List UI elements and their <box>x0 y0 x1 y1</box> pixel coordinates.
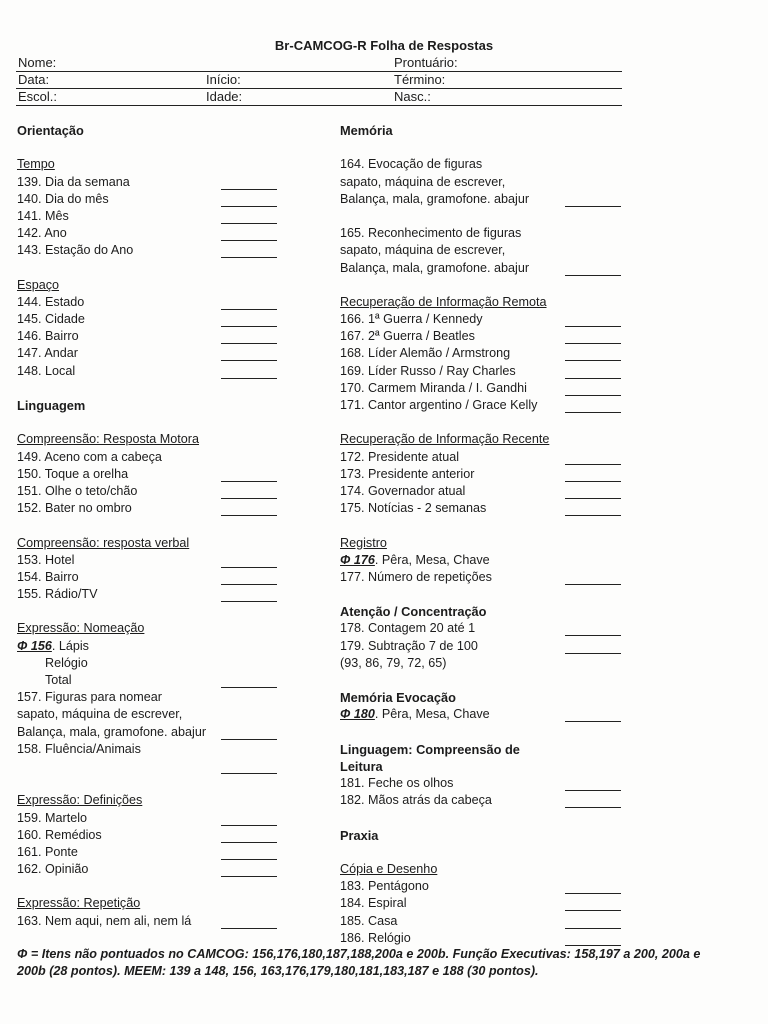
answer-line[interactable] <box>565 326 621 327</box>
subsection-heading-text: Compreensão: Resposta Motora <box>17 432 200 447</box>
answer-line[interactable] <box>565 275 621 276</box>
subsection-heading-text: Expressão: Repetição <box>17 896 141 911</box>
item-text: Balança, mala, gramofone. abajur <box>17 724 207 739</box>
spacer <box>17 260 337 277</box>
item-row <box>340 345 630 362</box>
spacer <box>17 878 337 895</box>
item-row <box>17 689 337 706</box>
item-text: 182. Mãos atrás da cabeça <box>340 793 492 808</box>
item-row <box>340 225 630 242</box>
item-row <box>17 345 337 362</box>
answer-line[interactable] <box>221 498 277 499</box>
section-heading <box>340 122 630 139</box>
spacer <box>17 139 337 156</box>
item-text: 151. Olhe o teto/chão <box>17 483 138 498</box>
answer-line[interactable] <box>565 378 621 379</box>
item-text: 174. Governador atual <box>340 483 466 498</box>
item-text: (93, 86, 79, 72, 65) <box>340 655 447 670</box>
item-text: 183. Pentágono <box>340 879 429 894</box>
answer-line[interactable] <box>565 515 621 516</box>
subsection-heading-text: Compreensão: resposta verbal <box>17 535 190 550</box>
answer-line[interactable] <box>565 343 621 344</box>
spacer <box>340 672 630 689</box>
item-text: 163. Nem aqui, nem ali, nem lá <box>17 913 192 928</box>
birth-label: Nasc.: <box>394 89 431 104</box>
spacer <box>340 414 630 431</box>
unscored-item-number: Φ 176 <box>340 552 375 567</box>
item-text: 153. Hotel <box>17 552 75 567</box>
answer-line[interactable] <box>221 859 277 860</box>
item-row <box>17 844 337 861</box>
item-text: . Pêra, Mesa, Chave <box>374 552 490 567</box>
item-row <box>340 174 630 191</box>
subsection-heading <box>340 535 630 552</box>
answer-line[interactable] <box>221 773 277 774</box>
item-row <box>17 655 337 672</box>
answer-line[interactable] <box>565 498 621 499</box>
item-row <box>17 294 337 311</box>
answer-line[interactable] <box>221 343 277 344</box>
answer-line[interactable] <box>565 584 621 585</box>
item-row <box>17 638 337 655</box>
subsection-heading-text: Espaço <box>17 277 60 292</box>
subsection-heading-text: Cópia e Desenho <box>340 862 438 877</box>
item-text: 147. Andar <box>17 346 78 361</box>
answer-line[interactable] <box>565 412 621 413</box>
item-text: 178. Contagem 20 até 1 <box>340 621 476 636</box>
item-row <box>340 363 630 380</box>
item-row <box>340 449 630 466</box>
item-text: 141. Mês <box>17 208 69 223</box>
item-row <box>340 620 630 637</box>
answer-line[interactable] <box>221 601 277 602</box>
item-row <box>17 861 337 878</box>
item-text: 148. Local <box>17 363 76 378</box>
right-column <box>340 122 630 947</box>
item-row <box>17 827 337 844</box>
subsection-heading <box>17 156 337 173</box>
answer-line[interactable] <box>221 687 277 688</box>
answer-line[interactable] <box>565 464 621 465</box>
item-text: Balança, mala, gramofone. abajur <box>340 260 530 275</box>
section-heading-text: Linguagem <box>17 398 86 413</box>
item-row <box>17 500 337 517</box>
answer-line[interactable] <box>221 481 277 482</box>
answer-line[interactable] <box>221 257 277 258</box>
item-row <box>17 363 337 380</box>
item-row <box>17 191 337 208</box>
item-row <box>17 552 337 569</box>
item-row <box>17 449 337 466</box>
record-label: Prontuário: <box>394 55 458 70</box>
item-row <box>17 208 337 225</box>
answer-line[interactable] <box>221 567 277 568</box>
item-row <box>340 655 630 672</box>
spacer <box>340 517 630 534</box>
answer-line[interactable] <box>565 790 621 791</box>
item-text: 175. Notícias - 2 semanas <box>340 501 487 516</box>
subsection-heading-text: Tempo <box>17 157 55 172</box>
section-heading <box>340 827 630 844</box>
item-row <box>17 466 337 483</box>
answer-line[interactable] <box>221 739 277 740</box>
footer-note: Φ = Itens não pontuados no CAMCOG: 156,176,180,187,188,200a e 200b. Função Executivas: 158,197 a 200, 200a e 200b (28 pontos). MEEM: 139 a 148, 156, 163,176,179,180,181,183,187 e 188 (30 pontos). <box>17 947 701 978</box>
item-text: 185. Casa <box>340 913 398 928</box>
item-row <box>17 586 337 603</box>
answer-line[interactable] <box>221 876 277 877</box>
answer-line[interactable] <box>221 825 277 826</box>
item-row <box>17 724 337 741</box>
item-text: 167. 2ª Guerra / Beatles <box>340 329 475 344</box>
item-text: Balança, mala, gramofone. abajur <box>340 191 530 206</box>
item-text: 150. Toque a orelha <box>17 466 129 481</box>
item-text: 164. Evocação de figuras <box>340 157 483 172</box>
section-heading-text: Linguagem: Compreensão de <box>340 741 520 757</box>
answer-line[interactable] <box>565 721 621 722</box>
item-text: 171. Cantor argentino / Grace Kelly <box>340 398 538 412</box>
section-heading <box>340 741 630 758</box>
answer-line[interactable] <box>221 189 277 190</box>
item-row <box>17 810 337 827</box>
item-text: 168. Líder Alemão / Armstrong <box>340 346 511 361</box>
spacer <box>340 277 630 294</box>
item-text: 139. Dia da semana <box>17 174 130 189</box>
spacer <box>340 208 630 225</box>
item-row <box>340 706 630 723</box>
item-row <box>340 930 630 947</box>
answer-line[interactable] <box>221 584 277 585</box>
end-label: Término: <box>394 72 446 87</box>
answer-line[interactable] <box>221 378 277 379</box>
name-label: Nome: <box>18 55 57 70</box>
section-heading <box>340 603 630 620</box>
answer-line[interactable] <box>221 326 277 327</box>
item-row <box>17 225 337 242</box>
item-row <box>340 191 630 208</box>
subsection-heading <box>17 895 337 912</box>
subsection-heading-text: Expressão: Nomeação <box>17 621 145 636</box>
item-row <box>17 483 337 500</box>
item-row <box>17 672 337 689</box>
section-heading <box>17 122 337 139</box>
answer-line[interactable] <box>565 635 621 636</box>
subsection-heading <box>17 620 337 637</box>
item-row <box>340 380 630 397</box>
schooling-label: Escol.: <box>18 89 58 104</box>
spacer <box>17 380 337 397</box>
item-text: . Pêra, Mesa, Chave <box>374 707 490 722</box>
item-row <box>340 311 630 328</box>
answer-line[interactable] <box>221 240 277 241</box>
section-heading <box>340 758 630 775</box>
item-text: 145. Cidade <box>17 312 85 327</box>
item-text: 166. 1ª Guerra / Kennedy <box>340 312 483 327</box>
item-row <box>17 242 337 259</box>
spacer <box>340 810 630 827</box>
item-row <box>340 397 630 414</box>
item-row <box>340 500 630 517</box>
age-label: Idade: <box>206 89 243 104</box>
item-row <box>340 775 630 792</box>
answer-line[interactable] <box>565 395 621 396</box>
item-text: 142. Ano <box>17 226 67 241</box>
item-text: 179. Subtração 7 de 100 <box>340 638 478 653</box>
item-text: 158. Fluência/Animais <box>17 741 141 756</box>
section-heading <box>17 397 337 414</box>
spacer <box>17 517 337 534</box>
item-text: 186. Relógio <box>340 930 411 945</box>
left-column <box>17 122 337 930</box>
item-text: 159. Martelo <box>17 810 88 825</box>
page-title: Br-CAMCOG-R Folha de Respostas <box>274 38 494 53</box>
item-row <box>17 706 337 723</box>
item-row <box>340 552 630 569</box>
subsection-heading-text: Expressão: Definições <box>17 793 143 808</box>
header-row-date <box>16 71 622 89</box>
item-row <box>340 638 630 655</box>
item-text: 160. Remédios <box>17 827 102 842</box>
item-text: 181. Feche os olhos <box>340 776 454 791</box>
item-text: Relógio <box>45 655 88 670</box>
item-row <box>340 878 630 895</box>
item-row <box>340 895 630 912</box>
item-row <box>17 328 337 345</box>
date-label: Data: <box>18 72 50 87</box>
item-row <box>340 156 630 173</box>
item-text: 146. Bairro <box>17 329 79 344</box>
answer-line[interactable] <box>565 360 621 361</box>
item-text: 184. Espiral <box>340 896 407 911</box>
answer-line[interactable] <box>565 807 621 808</box>
spacer <box>340 139 630 156</box>
subsection-heading-text: Registro <box>340 535 387 550</box>
item-text: 172. Presidente atual <box>340 449 460 464</box>
subsection-heading <box>17 431 337 448</box>
item-text: 157. Figuras para nomear <box>17 690 162 705</box>
answer-line[interactable] <box>565 653 621 654</box>
item-text: sapato, máquina de escrever, <box>17 707 183 722</box>
section-heading-text: Memória <box>340 123 393 138</box>
answer-line[interactable] <box>221 842 277 843</box>
item-row <box>17 569 337 586</box>
spacer <box>17 758 337 775</box>
item-row <box>17 311 337 328</box>
header-row-name <box>16 54 622 72</box>
section-heading-text: Orientação <box>17 123 84 138</box>
header-row-schooling <box>16 88 622 106</box>
subsection-heading-text: Recuperação de Informação Recente <box>340 432 550 447</box>
subsection-heading <box>17 792 337 809</box>
item-text: 170. Carmem Miranda / I. Gandhi <box>340 380 527 395</box>
item-row <box>17 913 337 930</box>
item-text: 165. Reconhecimento de figuras <box>340 226 522 241</box>
subsection-heading <box>17 277 337 294</box>
spacer <box>17 603 337 620</box>
section-heading-text: Praxia <box>340 827 379 843</box>
item-text: 149. Aceno com a cabeça <box>17 449 162 464</box>
spacer <box>17 414 337 431</box>
answer-line[interactable] <box>565 206 621 207</box>
item-text: 177. Número de repetições <box>340 569 492 584</box>
answer-line[interactable] <box>565 928 621 929</box>
item-row <box>340 260 630 277</box>
unscored-item-number: Φ 180 <box>340 707 375 722</box>
item-text: 154. Bairro <box>17 569 79 584</box>
subsection-heading <box>340 294 630 311</box>
item-text: 140. Dia do mês <box>17 191 109 206</box>
item-text: 162. Opinião <box>17 862 89 877</box>
subsection-heading-text: Recuperação de Informação Remota <box>340 294 547 309</box>
item-row <box>340 569 630 586</box>
item-row <box>340 328 630 345</box>
item-text: 173. Presidente anterior <box>340 466 475 481</box>
section-heading-text: Atenção / Concentração <box>340 604 487 620</box>
item-text: 155. Rádio/TV <box>17 587 98 602</box>
answer-line[interactable] <box>221 223 277 224</box>
item-text: sapato, máquina de escrever, <box>340 174 506 189</box>
subsection-heading <box>340 431 630 448</box>
item-text: . Lápis <box>51 638 89 653</box>
section-heading <box>340 689 630 706</box>
answer-line[interactable] <box>221 928 277 929</box>
item-text: 161. Ponte <box>17 844 78 859</box>
answer-line[interactable] <box>221 309 277 310</box>
answer-line[interactable] <box>565 481 621 482</box>
spacer <box>340 844 630 861</box>
unscored-item-number: Φ 156 <box>17 638 52 653</box>
item-text: 144. Estado <box>17 294 85 309</box>
subsection-heading <box>340 861 630 878</box>
item-row <box>17 741 337 758</box>
answer-line[interactable] <box>565 893 621 894</box>
item-row <box>340 483 630 500</box>
item-text: 143. Estação do Ano <box>17 243 134 258</box>
answer-line[interactable] <box>565 910 621 911</box>
answer-line[interactable] <box>221 360 277 361</box>
answer-line[interactable] <box>221 515 277 516</box>
item-row <box>340 792 630 809</box>
subsection-heading <box>17 535 337 552</box>
answer-line[interactable] <box>221 206 277 207</box>
spacer <box>340 724 630 741</box>
item-text: 152. Bater no ombro <box>17 501 132 516</box>
item-row <box>340 242 630 259</box>
section-heading-text: Memória Evocação <box>340 690 456 706</box>
start-label: Início: <box>206 72 241 87</box>
item-row <box>340 913 630 930</box>
item-text: sapato, máquina de escrever, <box>340 243 506 258</box>
spacer <box>17 775 337 792</box>
item-row <box>17 174 337 191</box>
item-text: Total <box>45 673 72 687</box>
spacer <box>340 586 630 603</box>
section-heading-text: Leitura <box>340 758 383 774</box>
item-row <box>340 466 630 483</box>
item-text: 169. Líder Russo / Ray Charles <box>340 363 516 378</box>
